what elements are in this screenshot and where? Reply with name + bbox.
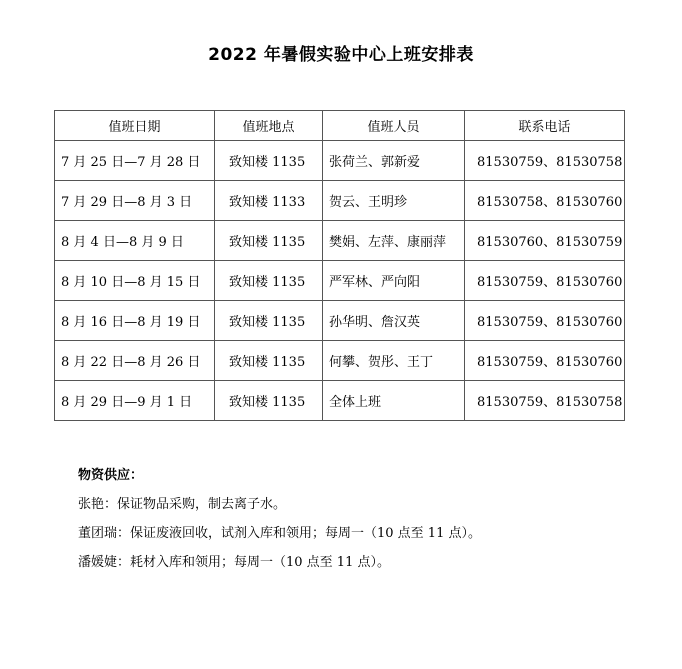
header-date: 值班日期 xyxy=(55,111,215,141)
schedule-table xyxy=(54,110,625,421)
cell-date: 8 月 22 日—8 月 26 日 xyxy=(55,341,215,381)
cell-staff: 严军林、严向阳 xyxy=(323,261,465,301)
cell-phone: 81530759、81530760 xyxy=(465,301,625,341)
cell-location: 致知楼 1135 xyxy=(215,301,323,341)
table-row xyxy=(55,261,625,301)
supply-section xyxy=(78,464,481,582)
cell-location: 致知楼 1135 xyxy=(215,381,323,421)
supply-heading: 物资供应： xyxy=(78,468,144,483)
cell-staff: 孙华明、詹汉英 xyxy=(323,301,465,341)
table-row xyxy=(55,381,625,421)
cell-date: 8 月 10 日—8 月 15 日 xyxy=(55,261,215,301)
cell-location: 致知楼 1135 xyxy=(215,261,323,301)
cell-staff: 贺云、王明珍 xyxy=(323,181,465,221)
cell-staff: 张荷兰、郭新爱 xyxy=(323,141,465,181)
header-location: 值班地点 xyxy=(215,111,323,141)
table-header-row xyxy=(55,111,625,141)
table-row xyxy=(55,181,625,221)
cell-phone: 81530760、81530759 xyxy=(465,221,625,261)
cell-location: 致知楼 1135 xyxy=(215,221,323,261)
cell-staff: 樊娟、左萍、康丽萍 xyxy=(323,221,465,261)
supply-line: 张艳：保证物品采购，制去离子水。 xyxy=(78,497,287,512)
cell-staff: 全体上班 xyxy=(323,381,465,421)
cell-date: 7 月 25 日—7 月 28 日 xyxy=(55,141,215,181)
cell-staff: 何攀、贺彤、王丁 xyxy=(323,341,465,381)
header-phone: 联系电话 xyxy=(465,111,625,141)
cell-phone: 81530758、81530760 xyxy=(465,181,625,221)
table-row xyxy=(55,221,625,261)
cell-phone: 81530759、81530758 xyxy=(465,141,625,181)
cell-phone: 81530759、81530760 xyxy=(465,261,625,301)
table-row xyxy=(55,141,625,181)
cell-date: 8 月 4 日—8 月 9 日 xyxy=(55,221,215,261)
cell-date: 8 月 29 日—9 月 1 日 xyxy=(55,381,215,421)
header-staff: 值班人员 xyxy=(323,111,465,141)
table-row xyxy=(55,341,625,381)
supply-line: 董团瑞：保证废液回收，试剂入库和领用；每周一（10 点至 11 点）。 xyxy=(78,526,481,541)
cell-location: 致知楼 1135 xyxy=(215,141,323,181)
cell-phone: 81530759、81530758 xyxy=(465,381,625,421)
cell-date: 7 月 29 日—8 月 3 日 xyxy=(55,181,215,221)
table-row xyxy=(55,301,625,341)
cell-location: 致知楼 1135 xyxy=(215,341,323,381)
cell-location: 致知楼 1133 xyxy=(215,181,323,221)
supply-line: 潘媛婕：耗材入库和领用；每周一（10 点至 11 点）。 xyxy=(78,555,390,570)
page-title: 2022 年暑假实验中心上班安排表 xyxy=(208,45,474,65)
cell-phone: 81530759、81530760 xyxy=(465,341,625,381)
cell-date: 8 月 16 日—8 月 19 日 xyxy=(55,301,215,341)
